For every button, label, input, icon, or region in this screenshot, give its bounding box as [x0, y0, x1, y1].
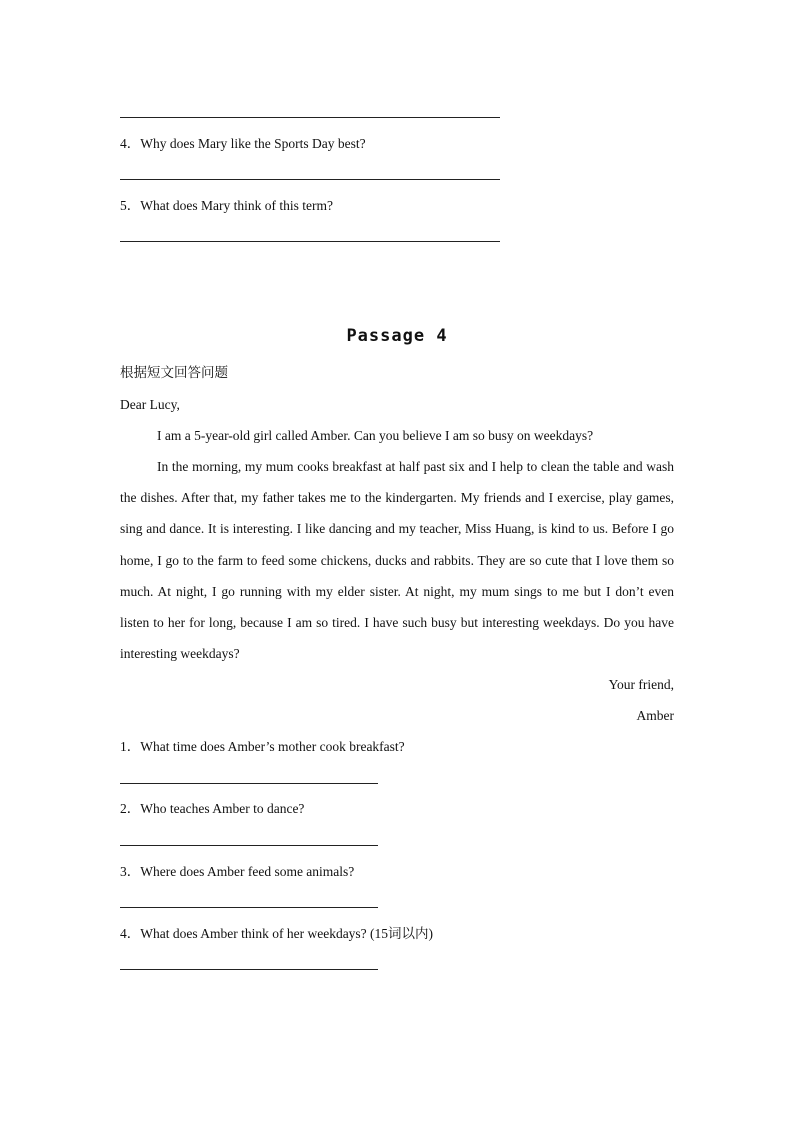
answer-line[interactable]: [120, 969, 378, 970]
answer-line[interactable]: [120, 845, 378, 846]
answer-line[interactable]: [120, 907, 378, 908]
letter-closing: Your friend,: [608, 677, 674, 692]
answer-line[interactable]: [120, 783, 378, 784]
passage-title: Passage 4: [346, 326, 448, 346]
answer-line[interactable]: [120, 241, 500, 242]
question-1: 1．What time does Amber’s mother cook breakfast?: [120, 739, 405, 754]
instruction: 根据短文回答问题: [120, 365, 228, 380]
letter-signature: Amber: [636, 708, 674, 723]
letter-paragraph-1: [120, 420, 674, 451]
letter-paragraph-2: [120, 451, 674, 669]
letter-greeting: Dear Lucy,: [120, 397, 180, 412]
paragraph-1-text: I am a 5-year-old girl called Amber. Can you believe I am so busy on weekdays?: [157, 428, 594, 443]
question-3: 3．Where does Amber feed some animals?: [120, 864, 355, 879]
question-5: 5．What does Mary think of this term?: [120, 198, 333, 213]
answer-line[interactable]: [120, 117, 500, 118]
answer-line[interactable]: [120, 179, 500, 180]
paragraph-2-text: In the morning, my mum cooks breakfast at half past six and I help to clean the table and wash the dishes. After that, my father takes me to the kindergarten. My friends and I exercise, play games, sing and dance. It is interesting. I like dancing and my teacher, Miss Huang, is kind to us. Before I go home, I go to the farm to feed some chickens, ducks and rabbits. They are so cute that I love them so much. At night, I go running with my elder sister. At night, my mum sings to me but I don’t even listen to her for long, because I am so tired. I have such busy but interesting weekdays. Do you have interesting weekdays?: [120, 459, 674, 662]
question-4: 4．Why does Mary like the Sports Day best?: [120, 136, 366, 151]
question-4b: 4．What does Amber think of her weekdays? (15词以内): [120, 926, 434, 941]
question-2: 2．Who teaches Amber to dance?: [120, 801, 305, 816]
